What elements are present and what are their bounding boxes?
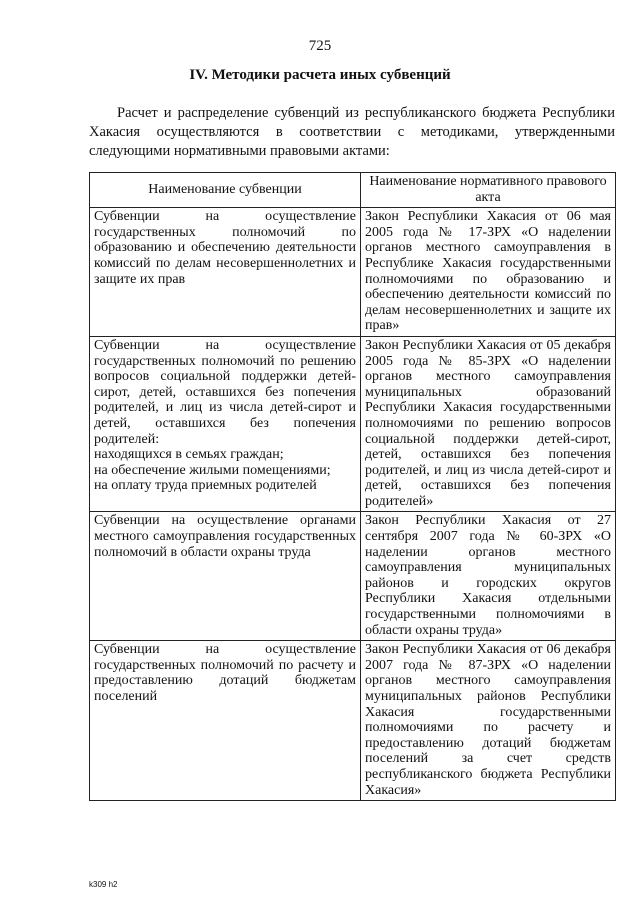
page-number: 725 xyxy=(308,38,332,54)
subvention-text: Субвенции на осуществление государственных полномочий по решению вопросов социальной поддержки детей-сирот, детей, оставшихся без попечения родителей, и лиц из числа детей-сирот и детей, оставшихся без попечения родителей: xyxy=(94,337,356,447)
subvention-text: Субвенции на осуществление государственных полномочий по расчету и предоставлению дотаций бюджетам поселений xyxy=(94,642,356,704)
footer-code: k309 h2 xyxy=(89,880,118,889)
subvention-cell xyxy=(90,208,361,337)
subvention-cell xyxy=(90,512,361,641)
header-act: Наименование нормативного правового акта xyxy=(361,173,616,208)
section-title: IV. Методики расчета иных субвенций xyxy=(189,67,451,83)
table-row xyxy=(90,336,616,512)
subvention-text: Субвенции на осуществление органами местного самоуправления государственных полномочий в области охраны труда xyxy=(94,513,356,560)
subvention-subitem: находящихся в семьях граждан; xyxy=(94,447,284,463)
table-row xyxy=(90,208,616,337)
table-row xyxy=(90,641,616,801)
subvention-cell xyxy=(90,336,361,512)
act-cell: Закон Республики Хакасия от 27 сентября 2007 года № 60-ЗРХ «О наделении органов местного самоуправления муниципальных районов и городских округов Республики Хакасия отдельными государственными полномочиями в области охраны труда» xyxy=(361,512,616,641)
subventions-table xyxy=(89,172,616,801)
header-subvention: Наименование субвенции xyxy=(90,173,361,208)
subvention-subitem: на оплату труда приемных родителей xyxy=(94,478,317,494)
subvention-subitem: на обеспечение жилыми помещениями; xyxy=(94,462,331,478)
act-cell: Закон Республики Хакасия от 06 мая 2005 года № 17-ЗРХ «О наделении органов местного самоуправления в Республике Хакасия государственными полномочиями по образованию и обеспечению деятельности комиссий по делам несовершеннолетних и защите их прав» xyxy=(361,208,616,337)
act-cell: Закон Республики Хакасия от 05 декабря 2005 года № 85-ЗРХ «О наделении органов местного самоуправления муниципальных образований Республики Хакасия государственными полномочиями по решению вопросов социальной поддержки детей-сирот, детей, оставшихся без попечения родителей, и лиц из числа детей-сирот и детей, оставшихся без попечения родителей» xyxy=(361,336,616,512)
subvention-cell xyxy=(90,641,361,801)
subvention-text: Субвенции на осуществление государственных полномочий по образованию и обеспечению деятельности комиссий по делам несовершеннолетних и защите их прав xyxy=(94,209,356,287)
table-header-row xyxy=(90,173,616,208)
act-cell: Закон Республики Хакасия от 06 декабря 2007 года № 87-ЗРХ «О наделении органов местного самоуправления муниципальных районов Республики Хакасия государственными полномочиями по расчету и предоставлению дотаций бюджетам поселений за счет средств республиканского бюджета Республики Хакасия» xyxy=(361,641,616,801)
table-row xyxy=(90,512,616,641)
intro-paragraph: Расчет и распределение субвенций из республиканского бюджета Республики Хакасия осуществляются в соответствии с методиками, утвержденными следующими нормативными правовыми актами: xyxy=(89,105,615,159)
